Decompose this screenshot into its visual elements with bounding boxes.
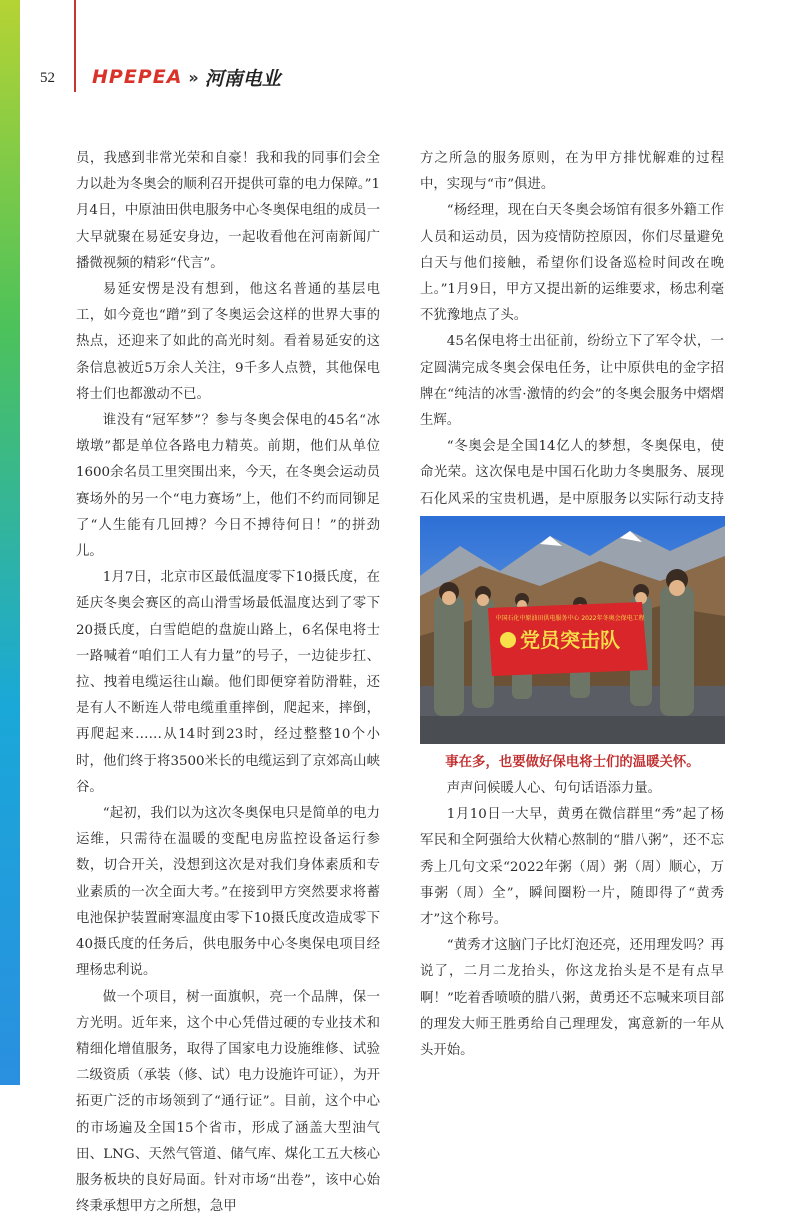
paragraph: 方之所急的服务原则，在为甲方排忧解难的过程中，实现与“市”俱进。 xyxy=(420,146,724,198)
right-column-bottom xyxy=(420,776,724,1064)
paragraph: 45名保电将士出征前，纷纷立下了军令状，一定圆满完成冬奥会保电任务，让中原供电的金字招牌在“纯洁的冰雪·激情的约会”的冬奥会服务中熠熠生辉。 xyxy=(420,329,724,434)
paragraph: 1月7日，北京市区最低温度零下10摄氏度，在延庆冬奥会赛区的高山滑雪场最低温度达到了零下20摄氏度，白雪皑皑的盘旋山路上，6名保电将士一路喊着“咱们工人有力量”的号子，一边徒步扛、拉、拽着电缆运往山巅。他们即便穿着防滑鞋，还是有人不断连人带电缆重重摔倒，爬起来，摔倒，再爬起来……从14时到23时，经过整整10个小时，他们终于将3500米长的电缆运到了京郊高山峡谷。 xyxy=(76,565,380,801)
paragraph: “杨经理，现在白天冬奥会场馆有很多外籍工作人员和运动员，因为疫情防控原因，你们尽量避免白天与他们接触，希望你们设备巡检时间改在晚上。”1月9日，甲方又提出新的运维要求，杨忠利毫不犹豫地点了头。 xyxy=(420,198,724,329)
team-photo xyxy=(420,516,725,744)
page-number: 52 xyxy=(40,70,55,87)
banner-title: 党员突击队 xyxy=(520,628,620,652)
paragraph: “起初，我们以为这次冬奥保电只是简单的电力运维，只需待在温暖的变配电房监控设备运行参数，切合开关，没想到这次是对我们身体素质和专业素质的一次全面大考。”在接到甲方突然要求将蓄电池保护装置耐寒温度由零下10摄氏度改造成零下40摄氏度的任务后，供电服务中心冬奥保电项目经理杨忠利说。 xyxy=(76,801,380,984)
paragraph: 声声问候暖人心、句句话语添力量。 xyxy=(420,776,724,802)
header-rule xyxy=(74,0,76,92)
side-color-bar xyxy=(0,0,20,1085)
paragraph: “冬奥会是全国14亿人的梦想，冬奥保电，使命光荣。这次保电是中国石化助力冬奥服务、展现石化风采的宝贵机遇，是中原服务以实际行动支持 xyxy=(420,434,724,591)
left-column xyxy=(76,146,380,1220)
brand-chinese: 河南电业 xyxy=(205,64,281,91)
brand-latin: HPEPEA xyxy=(92,66,182,88)
mountain-team-illustration xyxy=(420,516,725,744)
brand-separator: » xyxy=(188,68,198,87)
paragraph: 易延安愣是没有想到，他这名普通的基层电工，如今竟也“蹭”到了冬奥运会这样的世界大事的热点，还迎来了如此的高光时刻。看着易延安的这条信息被近5万余人关注，9千多人点赞，其他保电将士们也都激动不已。 xyxy=(76,277,380,408)
party-emblem-icon xyxy=(500,632,516,648)
photo-caption: 事在多，也要做好保电将士们的温暖关怀。 xyxy=(420,752,725,772)
banner-subtitle: 中国石化中原油田供电服务中心 2022年冬奥会保电工程 xyxy=(495,614,644,622)
magazine-brand xyxy=(92,64,281,90)
paragraph: 员，我感到非常光荣和自豪！我和我的同事们会全力以赴为冬奥会的顺利召开提供可靠的电力保障。”1月4日，中原油田供电服务中心冬奥保电组的成员一大早就聚在易延安身边，一起收看他在河南新闻广播微视频的精彩“代言”。 xyxy=(76,146,380,277)
paragraph: 谁没有“冠军梦”？参与冬奥会保电的45名“冰墩墩”都是单位各路电力精英。前期，他们从单位1600余名员工里突围出来，今天，在冬奥会运动员赛场外的另一个“电力赛场”上，他们不约而同铆足了“人生能有几回搏？今日不搏待何日！”的拼劲儿。 xyxy=(76,408,380,565)
paragraph: 1月10日一大早，黄勇在微信群里“秀”起了杨军民和全阿强给大伙精心熬制的“腊八粥”，还不忘秀上几句文采“2022年粥（周）粥（周）顺心，万事粥（周）全”，瞬间圈粉一片，随即得了“黄秀才”这个称号。 xyxy=(420,802,724,933)
paragraph: “黄秀才这脑门子比灯泡还亮，还用理发吗？再说了，二月二龙抬头，你这龙抬头是不是有点早啊！”吃着香喷喷的腊八粥，黄勇还不忘喊来项目部的理发大师王胜勇给自己理理发，寓意新的一年从头开始。 xyxy=(420,933,724,1064)
paragraph: 做一个项目，树一面旗帜，亮一个品牌，保一方光明。近年来，这个中心凭借过硬的专业技术和精细化增值服务，取得了国家电力设施维修、试验二级资质（承装（修、试）电力设施许可证），为开拓更广泛的市场领到了“通行证”。目前，这个中心的市场遍及全国15个省市，形成了涵盖大型油气田、LNG、天然气管道、储气库、煤化工五大核心服务板块的良好局面。针对市场“出卷”，该中心始终秉承想甲方之所想，急甲 xyxy=(76,985,380,1220)
